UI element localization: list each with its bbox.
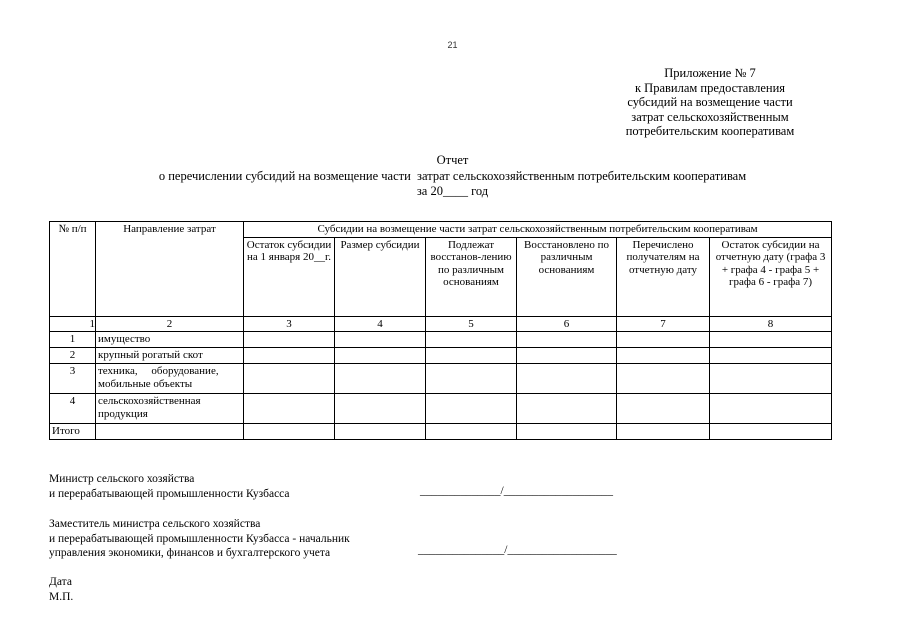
row-name-line: мобильные объекты	[98, 377, 193, 390]
empty-cell	[335, 394, 426, 424]
empty-cell	[426, 364, 517, 394]
empty-cell	[617, 424, 710, 440]
row-name-line: продукция	[98, 407, 148, 420]
empty-cell	[96, 424, 244, 440]
empty-cell	[335, 348, 426, 364]
column-number-row	[50, 317, 832, 332]
empty-cell	[710, 394, 832, 424]
report-period: за 20____ год	[416, 184, 489, 198]
col-number: 6	[517, 317, 617, 332]
header-col-8: Остаток субсидии на отчетную дату (графа 3 + графа 4 - графа 5 + графа 6 - графа 7)	[710, 238, 832, 317]
empty-cell	[426, 332, 517, 348]
row-name: имущество	[96, 332, 244, 348]
date-seal-block	[49, 575, 73, 604]
empty-cell	[517, 364, 617, 394]
col-number: 5	[426, 317, 517, 332]
report-title-block	[0, 153, 905, 200]
header-subsidy-group: Субсидии на возмещение части затрат сельскохозяйственным потребительским кооперативам	[244, 222, 832, 238]
empty-cell	[617, 332, 710, 348]
empty-cell	[244, 364, 335, 394]
page-number: 21	[447, 40, 458, 50]
header-col-7: Перечислено получателям на отчетную дату	[617, 238, 710, 317]
col-number: 2	[96, 317, 244, 332]
deputy-title-line: Заместитель министра сельского хозяйства	[49, 518, 261, 530]
table-row	[50, 394, 832, 424]
header-num: № п/п	[50, 222, 96, 317]
row-num: 4	[50, 394, 96, 424]
col-number: 1	[50, 317, 96, 332]
deputy-signature-block	[49, 517, 350, 561]
appendix-line: Приложение № 7	[664, 66, 756, 80]
header-col-4: Размер субсидии	[335, 238, 426, 317]
empty-cell	[517, 424, 617, 440]
empty-cell	[710, 424, 832, 440]
table-row	[50, 364, 832, 394]
col-number: 3	[244, 317, 335, 332]
header-col-5: Подлежат восстанов-лению по различным основаниям	[426, 238, 517, 317]
row-name-line: сельскохозяйственная	[98, 395, 201, 408]
table-row	[50, 332, 832, 348]
appendix-line: к Правилам предоставления	[634, 80, 786, 95]
empty-cell	[335, 424, 426, 440]
empty-cell	[617, 364, 710, 394]
date-label: Дата	[49, 576, 72, 588]
empty-cell	[517, 348, 617, 364]
empty-cell	[517, 332, 617, 348]
empty-cell	[244, 394, 335, 424]
empty-cell	[244, 424, 335, 440]
table-total-row	[50, 424, 832, 440]
minister-signature-line: ______________/___________________	[420, 485, 613, 497]
empty-cell	[335, 364, 426, 394]
empty-cell	[426, 424, 517, 440]
appendix-heading	[590, 66, 830, 139]
empty-cell	[710, 332, 832, 348]
empty-cell	[617, 394, 710, 424]
empty-cell	[517, 394, 617, 424]
empty-cell	[426, 394, 517, 424]
empty-cell	[426, 348, 517, 364]
row-name	[96, 394, 244, 424]
appendix-line: затрат сельскохозяйственным	[631, 109, 789, 124]
subsidy-table	[49, 221, 832, 440]
minister-title-line: и перерабатывающей промышленности Кузбасса	[49, 487, 290, 500]
empty-cell	[244, 332, 335, 348]
table-row	[50, 348, 832, 364]
header-direction: Направление затрат	[96, 222, 244, 317]
row-name: крупный рогатый скот	[96, 348, 244, 364]
deputy-title-line: и перерабатывающей промышленности Кузбасса - начальник	[49, 532, 350, 545]
seal-label: М.П.	[49, 590, 74, 603]
empty-cell	[710, 348, 832, 364]
appendix-line: субсидий на возмещение части	[627, 95, 793, 110]
appendix-line: потребительским кооперативам	[625, 124, 795, 139]
col-number: 4	[335, 317, 426, 332]
minister-title-line: Министр сельского хозяйства	[49, 473, 195, 485]
empty-cell	[244, 348, 335, 364]
row-num: 3	[50, 364, 96, 394]
deputy-title-line: управления экономики, финансов и бухгалтерского учета	[49, 547, 331, 559]
col-number: 7	[617, 317, 710, 332]
row-name-line: техника, оборудование,	[98, 365, 219, 378]
empty-cell	[710, 364, 832, 394]
report-subtitle: о перечислении субсидий на возмещение части затрат сельскохозяйственным потребительским кооперативам	[158, 168, 747, 183]
deputy-signature-line: _______________/___________________	[418, 544, 617, 556]
header-col-3: Остаток субсидии на 1 января 20__г.	[244, 238, 335, 317]
row-name	[96, 364, 244, 394]
row-num: 2	[50, 348, 96, 364]
report-title: Отчет	[436, 153, 469, 167]
total-label: Итого	[50, 424, 96, 440]
header-col-6: Восстановлено по различным основаниям	[517, 238, 617, 317]
empty-cell	[617, 348, 710, 364]
row-num: 1	[50, 332, 96, 348]
minister-signature-block	[49, 472, 290, 501]
col-number: 8	[710, 317, 832, 332]
empty-cell	[335, 332, 426, 348]
